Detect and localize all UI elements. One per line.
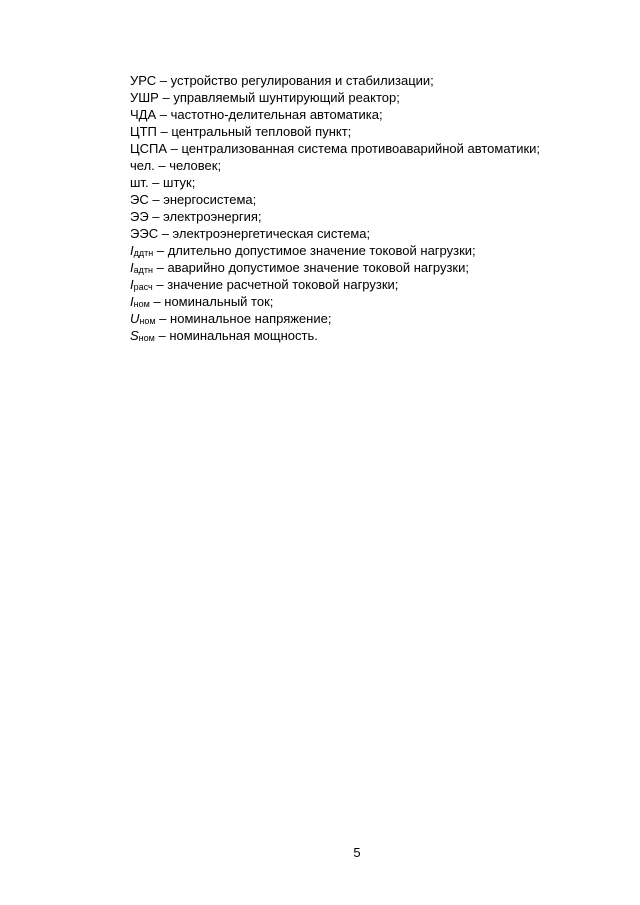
symbol-letter: I xyxy=(130,260,134,275)
abbreviation-definition: центральный тепловой пункт; xyxy=(171,124,352,139)
symbol-definition: длительно допустимое значение токовой нагрузки; xyxy=(167,243,476,258)
symbol-subscript: адтн xyxy=(133,265,153,275)
abbreviation-term: ЦСПА xyxy=(130,141,168,156)
page-number: 5 xyxy=(353,845,361,860)
symbol xyxy=(130,277,153,292)
abbreviation-item xyxy=(130,140,610,157)
abbreviation-definition: штук; xyxy=(163,175,196,190)
dash: – xyxy=(148,192,164,207)
abbreviation-definition: устройство регулирования и стабилизации; xyxy=(170,73,434,88)
dash: – xyxy=(167,141,182,156)
abbreviation-item xyxy=(130,191,610,208)
symbol-definition: номинальная мощность. xyxy=(169,328,318,343)
dash: – xyxy=(158,90,174,105)
abbreviation-item xyxy=(130,106,610,123)
symbol xyxy=(130,311,156,326)
symbol-letter: U xyxy=(130,311,140,326)
symbol-subscript: ном xyxy=(139,316,156,326)
symbol-subscript: ддтн xyxy=(133,248,154,258)
abbreviation-item xyxy=(130,72,610,89)
abbreviation-definition: энергосистема; xyxy=(163,192,257,207)
symbol-letter: S xyxy=(130,328,139,343)
symbol xyxy=(130,243,153,258)
symbol-item xyxy=(130,293,610,310)
dash: – xyxy=(154,158,170,173)
abbreviation-definition: управляемый шунтирующий реактор; xyxy=(173,90,400,105)
dash: – xyxy=(152,277,168,292)
symbol-letter: I xyxy=(130,243,134,258)
abbreviation-term: ЭЭ xyxy=(130,209,149,224)
abbreviation-definition: частотно-делительная автоматика; xyxy=(170,107,383,122)
abbreviation-item xyxy=(130,225,610,242)
symbol-letter: I xyxy=(130,277,134,292)
symbol xyxy=(130,260,153,275)
symbol-item xyxy=(130,276,610,293)
dash: – xyxy=(152,260,168,275)
abbreviation-item xyxy=(130,208,610,225)
dash: – xyxy=(155,311,171,326)
abbreviation-term: ЭЭС xyxy=(130,226,159,241)
abbreviation-term: ЦТП xyxy=(130,124,157,139)
dash: – xyxy=(158,226,173,241)
abbreviation-definition: электроэнергия; xyxy=(163,209,262,224)
symbol-subscript: расч xyxy=(133,282,153,292)
dash: – xyxy=(154,328,170,343)
abbreviation-term: ЭС xyxy=(130,192,149,207)
dash: – xyxy=(149,294,165,309)
abbreviation-definition: централизованная система противоаварийной автоматики; xyxy=(181,141,541,156)
symbol-subscript: ном xyxy=(133,299,150,309)
symbol-letter: I xyxy=(130,294,134,309)
symbol-definition: аварийно допустимое значение токовой нагрузки; xyxy=(167,260,469,275)
symbol-definition: номинальное напряжение; xyxy=(170,311,332,326)
abbreviation-term: чел. xyxy=(130,158,155,173)
symbol-item xyxy=(130,327,610,344)
symbol-definition: значение расчетной токовой нагрузки; xyxy=(167,277,399,292)
abbreviation-item xyxy=(130,89,610,106)
symbol xyxy=(130,328,155,343)
abbreviation-item xyxy=(130,174,610,191)
symbol-item xyxy=(130,259,610,276)
symbol-item xyxy=(130,310,610,327)
abbreviation-definition: человек; xyxy=(169,158,222,173)
symbol-definition: номинальный ток; xyxy=(164,294,274,309)
symbol-item xyxy=(130,242,610,259)
abbreviation-definition: электроэнергетическая система; xyxy=(172,226,371,241)
dash: – xyxy=(156,107,171,122)
symbol-subscript: ном xyxy=(138,333,155,343)
dash: – xyxy=(153,243,168,258)
abbreviation-term: ЧДА xyxy=(130,107,157,122)
dash: – xyxy=(156,124,172,139)
dash: – xyxy=(148,209,164,224)
abbreviation-term: шт. xyxy=(130,175,149,190)
abbreviation-item xyxy=(130,157,610,174)
dash: – xyxy=(148,175,164,190)
abbreviation-term: УРС xyxy=(130,73,157,88)
abbreviation-term: УШР xyxy=(130,90,159,105)
dash: – xyxy=(156,73,171,88)
abbreviation-item xyxy=(130,123,610,140)
symbol xyxy=(130,294,150,309)
abbreviation-list xyxy=(130,72,610,344)
